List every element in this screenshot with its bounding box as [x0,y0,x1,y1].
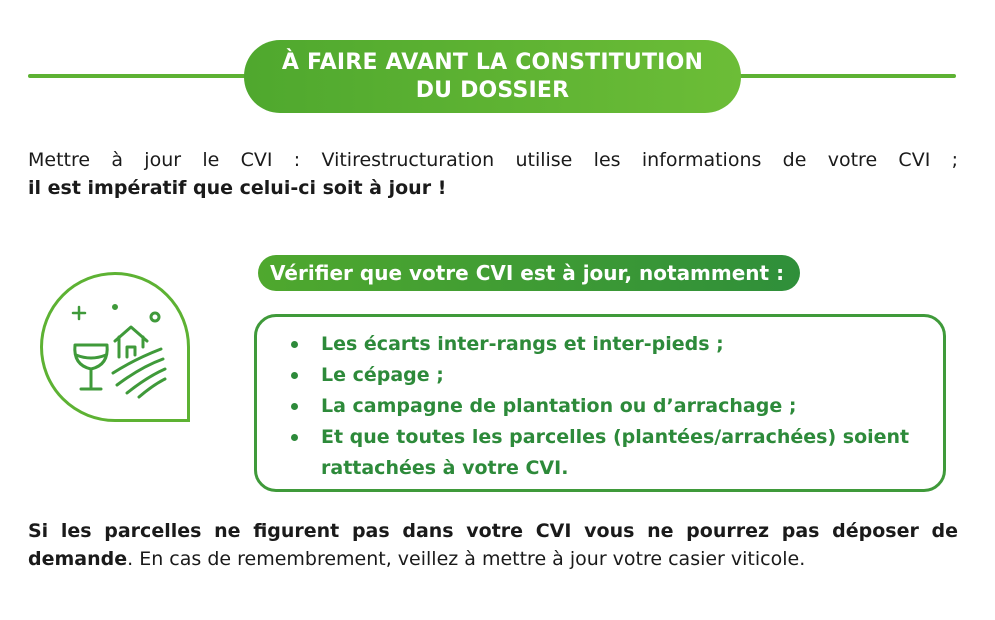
banner-title-line1: À FAIRE AVANT LA CONSTITUTION [281,49,704,75]
bullet-icon [291,403,298,410]
intro-text: Mettre à jour le CVI : Vitirestructuration utilise les informations de votre CVI ; [28,149,958,171]
footer-bold-text: Si les parcelles ne figurent pas dans votre CVI vous ne pourrez pas déposer de [28,520,958,542]
intro-emphasis: il est impératif que celui-ci soit à jour ! [28,177,447,199]
bullet-icon [291,341,298,348]
list-item: Les écarts inter-rangs et inter-pieds ; [291,329,931,360]
check-heading: Vérifier que votre CVI est à jour, notamment : [258,255,800,291]
check-list-box [254,314,946,492]
vineyard-icon-frame [40,272,190,422]
list-item: Le cépage ; [291,360,931,391]
list-item: La campagne de plantation ou d’arrachage ; [291,391,931,422]
list-item: Et que toutes les parcelles (plantées/arrachées) soient rattachées à votre CVI. [291,422,931,484]
bullet-icon [291,372,298,379]
section-banner [244,40,741,113]
bullet-icon [291,434,298,441]
wine-glass-vineyard-house-icon [43,275,193,425]
banner-title-line2: DU DOSSIER [415,77,570,103]
check-list [291,329,931,484]
footer-text: . En cas de remembrement, veillez à mettre à jour votre casier viticole. [127,548,806,570]
footer-bold-word: demande [28,548,128,570]
intro-paragraph [28,146,958,202]
footer-paragraph [28,517,958,573]
